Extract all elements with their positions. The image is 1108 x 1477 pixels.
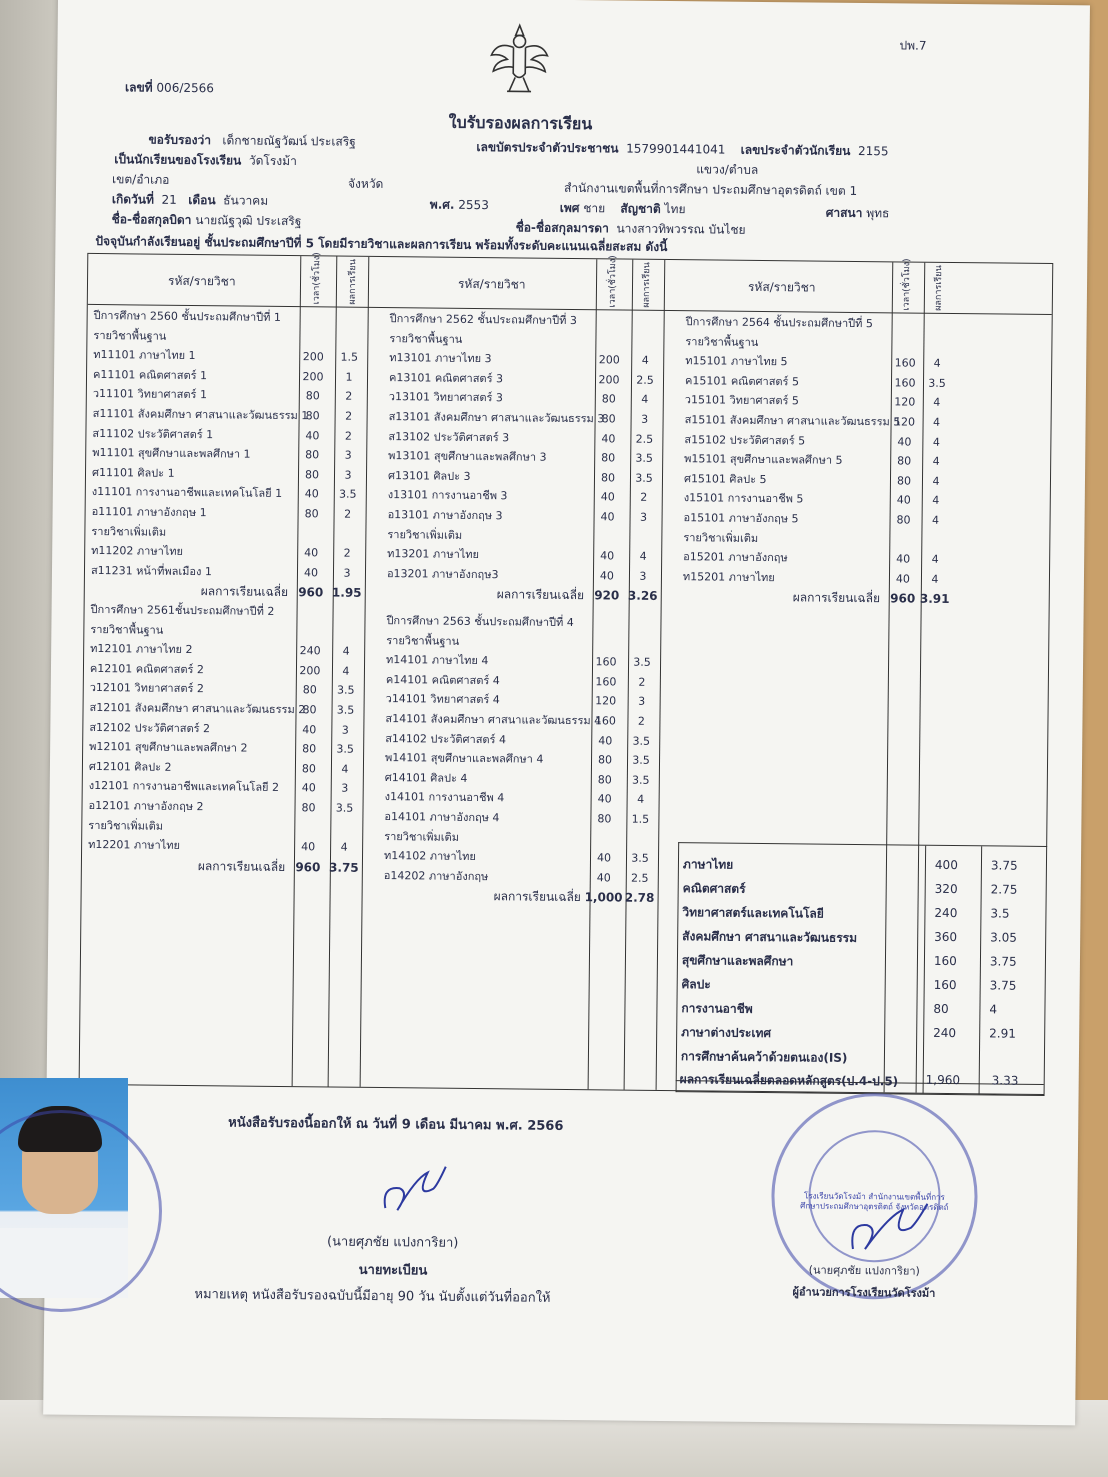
header-subject-1: รหัส/รายวิชา [167, 273, 236, 289]
subject-grade: 4 [931, 572, 939, 586]
subject-hours: 120 [894, 415, 916, 429]
header-hours-2: เวลา(ชั่วโมง) [607, 255, 619, 308]
average-label: ผลการเรียนเฉลี่ย [197, 858, 286, 874]
subject-hours: 80 [305, 448, 320, 462]
subject-hours: 40 [597, 792, 612, 806]
year-heading: ปีการศึกษา 2561ชั้นประถมศึกษาปีที่ 2 [90, 602, 275, 618]
average-grade: 2.78 [624, 890, 655, 906]
subject-grade: 4 [342, 664, 350, 678]
extra-subjects-label: รายวิชาเพิ่มเติม [387, 527, 463, 542]
subject-grade: 2 [344, 507, 352, 521]
subject-grade: 2 [345, 390, 353, 404]
summary-list [679, 843, 1047, 1065]
subject-grade: 2.5 [630, 871, 649, 885]
garuda-emblem-icon [487, 21, 552, 96]
subject-hours: 40 [302, 722, 317, 736]
subject-hours: 40 [596, 851, 612, 865]
subject-name: พ11101 สุขศึกษาและพลศึกษา 1 [92, 446, 251, 461]
subject-name: ค14101 คณิตศาสตร์ 4 [385, 672, 500, 688]
average-grade: 3.26 [627, 588, 658, 604]
summary-grade: 4 [989, 1002, 998, 1017]
summary-hours: 160 [933, 953, 957, 969]
year-heading: ปีการศึกษา 2563 ชั้นประถมศึกษาปีที่ 4 [386, 614, 574, 630]
average-label: ผลการเรียนเฉลี่ย [792, 590, 881, 606]
subject-grade: 2 [637, 714, 646, 728]
summary-grade: 3.75 [990, 858, 1018, 873]
mother-line: ชื่อ-ชื่อสกุลมารดา นางสาวทิพวรรณ บันไชย [515, 220, 746, 237]
subject-grade: 3 [641, 412, 649, 426]
subject-name: ศ12101 ศิลปะ 2 [88, 759, 172, 774]
year-heading: ปีการศึกษา 2560 ชั้นประถมศึกษาปีที่ 1 [93, 308, 282, 324]
extra-subjects-label: รายวิชาเพิ่มเติม [384, 829, 460, 844]
subject-grade: 3.5 [928, 376, 946, 390]
subject-grade: 1.5 [631, 812, 650, 826]
average-hours: 960 [295, 859, 321, 875]
average-label: ผลการเรียนเฉลี่ย [496, 587, 585, 603]
subject-name: ส14102 ประวัติศาสตร์ 4 [385, 731, 507, 746]
subject-name: อ13101 ภาษาอังกฤษ 3 [387, 508, 503, 523]
summary-subject: คณิตศาสตร์ [682, 881, 746, 896]
header-hours-3: เวลา(ชั่วโมง) [901, 258, 913, 311]
summary-subject: ศิลปะ [681, 977, 711, 992]
subject-hours: 40 [301, 840, 316, 854]
average-hours: 920 [594, 588, 620, 603]
subject-grade: 4 [932, 454, 940, 469]
subject-name: ว13101 วิทยาศาสตร์ 3 [388, 390, 504, 405]
subject-hours: 40 [596, 871, 611, 885]
subject-hours: 80 [597, 812, 612, 826]
subject-grade: 2 [343, 546, 351, 560]
header-hours-1: เวลา(ชั่วโมง) [311, 252, 323, 305]
subject-grade: 3.5 [336, 742, 354, 756]
subject-name: พ15101 สุขศึกษาและพลศึกษา 5 [684, 452, 843, 468]
subject-name: พ13101 สุขศึกษาและพลศึกษา 3 [388, 449, 547, 464]
subject-hours: 40 [598, 733, 613, 748]
registrar-title: นายทะเบียน [358, 1262, 428, 1279]
subject-name: ท13201 ภาษาไทย [387, 547, 480, 562]
subject-hours: 80 [305, 389, 320, 403]
summary-grade: 2.75 [990, 882, 1018, 897]
cumulative-grade: 3.33 [991, 1073, 1019, 1088]
subject-name: ท14101 ภาษาไทย 4 [386, 653, 489, 668]
header-grade-3: ผลการเรียน [933, 265, 945, 311]
subject-grade: 4 [639, 549, 647, 563]
subject-hours: 40 [601, 431, 616, 446]
subject-hours: 80 [302, 742, 317, 756]
subject-grade: 4 [641, 353, 649, 367]
average-grade: 3.91 [919, 592, 950, 607]
subject-grade: 2 [345, 409, 353, 423]
subject-hours: 80 [597, 753, 613, 767]
cumulative-hours: 1,960 [925, 1072, 961, 1088]
subject-hours: 40 [600, 490, 615, 504]
subject-hours: 40 [304, 546, 319, 560]
birth-year: พ.ศ. 2553 [429, 197, 489, 213]
subject-grade: 3 [341, 781, 349, 796]
subject-name: ส13101 สังคมศึกษา ศาสนาและวัฒนธรรม 3 [388, 410, 605, 426]
office-line: สำนักงานเขตพื้นที่การศึกษา ประถมศึกษาอุตรดิตถ์ เขต 1 [563, 180, 858, 198]
summary-subject: การงานอาชีพ [681, 1001, 753, 1016]
subject-name: ว12101 วิทยาศาสตร์ 2 [89, 681, 204, 696]
note-line: หมายเหตุ หนังสือรับรองฉบับนี้มีอายุ 90 วัน นับตั้งแต่วันที่ออกให้ [194, 1287, 551, 1306]
subject-hours: 80 [600, 471, 616, 485]
subject-grade: 4 [933, 356, 941, 371]
subject-hours: 80 [302, 703, 317, 717]
subject-name: อ14101 ภาษาอังกฤษ 4 [384, 810, 500, 825]
subject-hours: 160 [894, 356, 916, 370]
subject-hours: 80 [897, 454, 912, 468]
cumulative-label: ผลการเรียนเฉลี่ยตลอดหลักสูตร(ป.4-ป.5) [679, 1072, 899, 1089]
registrar-name: (นายศุภชัย แปงการิยา) [326, 1234, 459, 1251]
subject-name: ท14102 ภาษาไทย [383, 849, 476, 864]
basic-subjects-label: รายวิชาพื้นฐาน [93, 328, 167, 343]
father-line: ชื่อ-ชื่อสกุลบิดา นายณัฐวุฒิ ประเสริฐ [111, 212, 302, 229]
subject-name: ว11101 วิทยาศาสตร์ 1 [92, 387, 208, 402]
subject-grade: 3 [640, 510, 648, 524]
summary-hours: 240 [933, 1025, 957, 1041]
subject-name: ค13101 คณิตศาสตร์ 3 [388, 370, 504, 386]
subject-grade: 1 [345, 370, 353, 384]
subject-name: ท11101 ภาษาไทย 1 [93, 348, 196, 363]
subject-name: อ15201 ภาษาอังกฤษ [683, 550, 788, 565]
subject-name: ศ14101 ศิลปะ 4 [384, 770, 468, 785]
subject-hours: 80 [302, 683, 317, 697]
subject-hours: 80 [601, 451, 616, 465]
subject-grade: 4 [342, 644, 350, 658]
average-grade: 3.75 [329, 860, 359, 875]
subject-grade: 3 [639, 569, 647, 583]
subject-hours: 120 [894, 395, 916, 409]
average-hours: 960 [298, 585, 324, 600]
status-line: ปัจจุบันกำลังเรียนอยู่ ชั้นประถมศึกษาปีที่ 5 โดยมีรายวิชาและผลการเรียน พร้อมทั้งระดับคะแนนเฉลี่ยสะสม ดังนี้ [95, 234, 668, 254]
extra-subjects-label: รายวิชาเพิ่มเติม [88, 818, 164, 833]
subject-hours: 80 [304, 468, 320, 482]
subject-grade: 2.5 [635, 432, 654, 446]
subject-hours: 80 [304, 507, 319, 521]
subject-hours: 40 [600, 510, 615, 524]
subject-name: ศ13101 ศิลปะ 3 [387, 468, 471, 483]
basic-subjects-label: รายวิชาพื้นฐาน [389, 331, 463, 346]
year-heading: ปีการศึกษา 2562 ชั้นประถมศึกษาปีที่ 3 [389, 312, 577, 328]
subject-name: ศ15101 ศิลปะ 5 [683, 471, 767, 486]
subject-hours: 80 [601, 392, 616, 406]
subject-hours: 40 [897, 435, 912, 449]
subject-name: ส15101 สังคมศึกษา ศาสนาและวัฒนธรรม 5 [684, 413, 901, 429]
subject-name: ส11231 หน้าที่พลเมือง 1 [90, 563, 212, 579]
director-signature [845, 1193, 936, 1264]
header-grade-1: ผลการเรียน [347, 259, 359, 305]
registrar-signature [375, 1158, 456, 1223]
page-title: ใบรับรองผลการเรียน [448, 112, 593, 134]
subject-hours: 200 [302, 369, 324, 384]
subject-grade: 2 [638, 675, 646, 689]
subject-grade: 3 [344, 468, 352, 482]
subject-hours: 40 [895, 572, 911, 586]
subject-grade: 4 [341, 762, 349, 776]
subject-grade: 4 [932, 513, 940, 527]
summary-grade: 2.91 [989, 1026, 1016, 1041]
subject-name: ง15101 การงานอาชีพ 5 [683, 491, 804, 506]
subject-name: ง11101 การงานอาชีพและเทคโนโลยี 1 [91, 485, 283, 501]
subject-hours: 160 [595, 655, 617, 669]
subject-grade: 4 [637, 793, 645, 807]
sex-nationality: เพศ ชาย สัญชาติ ไทย [559, 200, 686, 217]
subject-name: ศ11101 ศิลปะ 1 [91, 465, 175, 480]
subject-grade: 4 [641, 393, 649, 407]
religion: ศาสนา พุทธ [825, 205, 890, 221]
subject-hours: 240 [299, 644, 321, 658]
subject-grade: 2 [640, 491, 648, 505]
subject-grade: 4 [933, 396, 941, 410]
director-title: ผู้อำนวยการโรงเรียนวัดโรงม้า [792, 1285, 936, 1300]
summary-hours: 80 [933, 1001, 949, 1016]
summary-hours: 240 [934, 905, 958, 921]
average-label: ผลการเรียนเฉลี่ย [200, 584, 289, 600]
subject-grade: 3.5 [338, 487, 357, 502]
average-label: ผลการเรียนเฉลี่ย [493, 889, 581, 905]
subject-grade: 4 [933, 415, 941, 429]
extra-subjects-label: รายวิชาเพิ่มเติม [683, 530, 759, 545]
subject-grade: 3 [343, 566, 351, 580]
subject-grade: 3.5 [635, 451, 654, 466]
subject-hours: 160 [894, 376, 916, 390]
subject-grade: 1.5 [340, 350, 359, 364]
issued-line: หนังสือรับรองนี้ออกให้ ณ วันที่ 9 เดือน มีนาคม พ.ศ. 2566 [228, 1115, 564, 1134]
summary-grade: 3.75 [989, 978, 1017, 993]
subject-name: ส14101 สังคมศึกษา ศาสนาและวัฒนธรรม 4 [385, 712, 602, 728]
subject-hours: 200 [302, 350, 324, 364]
student-name-line: ขอรับรองว่า เด็กชายณัฐวัฒน์ ประเสริฐ [148, 132, 356, 149]
subject-name: ว15101 วิทยาศาสตร์ 5 [684, 393, 800, 408]
subject-hours: 80 [896, 474, 912, 488]
subject-name: ท13101 ภาษาไทย 3 [389, 351, 492, 366]
subject-name: ท15101 ภาษาไทย 5 [685, 354, 788, 369]
subject-hours: 40 [896, 493, 911, 507]
certificate-paper [43, 0, 1090, 1425]
subject-grade: 3.5 [335, 801, 354, 815]
basic-subjects-label: รายวิชาพื้นฐาน [386, 633, 460, 648]
subject-name: ส12101 สังคมศึกษา ศาสนาและวัฒนธรรม 2 [89, 700, 306, 717]
summary-hours: 320 [934, 881, 958, 897]
subject-hours: 160 [594, 714, 617, 728]
subject-hours: 80 [597, 773, 612, 787]
subject-name: ค15101 คณิตศาสตร์ 5 [684, 373, 800, 389]
subject-hours: 80 [305, 409, 320, 423]
subject-grade: 3.5 [633, 655, 651, 670]
subject-name: ท12101 ภาษาไทย 2 [90, 642, 193, 657]
subject-hours: 200 [598, 353, 620, 367]
subject-hours: 40 [600, 549, 615, 563]
subject-hours: 40 [305, 428, 320, 442]
doc-no: เลขที่ 006/2566 [124, 80, 215, 96]
summary-subject: สุขศึกษาและพลศึกษา [681, 953, 794, 969]
average-hours: 960 [890, 591, 916, 606]
subject-hours: 200 [299, 663, 321, 678]
subject-grade: 3 [341, 723, 349, 737]
subject-name: ท12201 ภาษาไทย [88, 838, 181, 853]
subject-hours: 40 [303, 566, 319, 580]
subject-name: ว14101 วิทยาศาสตร์ 4 [385, 692, 500, 707]
summary-hours: 360 [934, 929, 958, 945]
province-label: จังหวัด [347, 176, 384, 192]
subject-grade: 3.5 [631, 851, 649, 866]
subject-name: พ12101 สุขศึกษาและพลศึกษา 2 [89, 740, 248, 755]
school-seal-stamp: โรงเรียนวัดโรงม้า สำนักงานเขตพื้นที่การศึกษาประถมศึกษาอุตรดิตถ์ จังหวัดอุตรดิตถ์ [770, 1092, 978, 1300]
subject-name: ง13101 การงานอาชีพ 3 [387, 488, 508, 503]
citizen-id-line: เลขบัตรประจำตัวประชาชน 1579901441041 เลขประจำตัวนักเรียน 2155 [476, 139, 889, 159]
subject-grade: 2 [344, 429, 352, 443]
summary-grade: 3.05 [990, 930, 1017, 945]
subject-hours: 80 [301, 761, 317, 776]
subject-name: อ13201 ภาษาอังกฤษ3 [386, 566, 499, 582]
average-grade: 1.95 [331, 585, 362, 601]
summary-grade: 3.5 [990, 906, 1010, 921]
summary-subject: สังคมศึกษา ศาสนาและวัฒนธรรม [682, 929, 858, 946]
header-subject-3: รหัส/รายวิชา [747, 279, 816, 295]
subject-name: ง14101 การงานอาชีพ 4 [384, 790, 505, 805]
subject-grade: 3.5 [632, 753, 650, 768]
subdistrict-label: แขวง/ตำบล [696, 162, 759, 177]
district-label: เขต/อำเภอ [112, 172, 170, 187]
subject-grade: 4 [932, 474, 940, 488]
subject-grade: 4 [931, 552, 939, 567]
subject-name: ส15102 ประวัติศาสตร์ 5 [684, 432, 806, 448]
grades-table [79, 253, 1054, 1095]
doc-code: ปพ.7 [899, 38, 927, 53]
subject-hours: 80 [601, 412, 616, 426]
subject-hours: 80 [896, 513, 911, 527]
subject-grade: 4 [932, 494, 940, 508]
subject-grade: 3.5 [632, 734, 651, 748]
subject-name: ง12101 การงานอาชีพและเทคโนโลยี 2 [88, 779, 280, 795]
subject-name: ส13102 ประวัติศาสตร์ 3 [388, 429, 510, 444]
summary-box [676, 842, 1048, 1096]
extra-subjects-label: รายวิชาเพิ่มเติม [91, 524, 167, 539]
subject-hours: 40 [896, 552, 911, 566]
subject-name: ค12101 คณิตศาสตร์ 2 [89, 661, 205, 676]
subject-hours: 120 [595, 694, 617, 708]
subject-grade: 4 [932, 435, 940, 449]
subject-name: อ14202 ภาษาอังกฤษ [383, 868, 489, 883]
subject-hours: 40 [304, 487, 319, 501]
subject-grade: 3.5 [632, 773, 650, 787]
summary-subject: ภาษาไทย [682, 857, 734, 872]
summary-subject: วิทยาศาสตร์และเทคโนโลยี [682, 905, 824, 921]
subject-name: ค11101 คณิตศาสตร์ 1 [92, 367, 208, 382]
subject-name: อ11101 ภาษาอังกฤษ 1 [91, 504, 207, 520]
summary-hours: 160 [933, 977, 957, 993]
subject-grade: 3 [638, 695, 646, 709]
subject-grade: 3.5 [336, 703, 355, 717]
year-heading: ปีการศึกษา 2564 ชั้นประถมศึกษาปีที่ 5 [685, 315, 873, 331]
subject-grade: 2.5 [636, 373, 654, 387]
summary-subject: การศึกษาค้นคว้าด้วยตนเอง(IS) [680, 1049, 848, 1065]
subject-hours: 200 [598, 373, 620, 387]
director-name: (นายศุภชัย แปงการิยา) [808, 1263, 920, 1278]
summary-hours: 400 [934, 857, 958, 873]
summary-grade: 3.75 [989, 954, 1017, 969]
subject-name: ส11102 ประวัติศาสตร์ 1 [92, 426, 214, 441]
subject-hours: 80 [301, 801, 316, 815]
subject-name: พ14101 สุขศึกษาและพลศึกษา 4 [384, 751, 544, 766]
subject-grade: 4 [340, 840, 348, 854]
subject-grade: 3.5 [336, 683, 355, 698]
subject-hours: 40 [301, 781, 316, 795]
subject-name: ส11101 สังคมศึกษา ศาสนาและวัฒนธรรม 1 [92, 406, 309, 423]
summary-subject: ภาษาต่างประเทศ [681, 1025, 772, 1041]
subject-name: ท15201 ภาษาไทย [682, 569, 775, 584]
basic-subjects-label: รายวิชาพื้นฐาน [90, 622, 164, 637]
basic-subjects-label: รายวิชาพื้นฐาน [685, 334, 759, 349]
school-line: เป็นนักเรียนของโรงเรียน วัดโรงม้า [114, 152, 297, 169]
birth-line: เกิดวันที่ 21 เดือน ธันวาคม [111, 192, 269, 208]
header-grade-2: ผลการเรียน [641, 262, 653, 308]
subject-name: ส12102 ประวัติศาสตร์ 2 [89, 720, 211, 735]
subject-grade: 3.5 [635, 471, 653, 485]
subject-name: อ12101 ภาษาอังกฤษ 2 [88, 798, 204, 814]
subject-hours: 160 [595, 675, 617, 689]
average-hours: 1,000 [584, 890, 623, 905]
subject-name: ท11202 ภาษาไทย [91, 544, 184, 559]
subject-hours: 40 [599, 569, 615, 583]
subject-name: อ15101 ภาษาอังกฤษ 5 [683, 511, 799, 526]
subject-grade: 3 [344, 448, 352, 462]
header-subject-2: รหัส/รายวิชา [457, 276, 526, 292]
